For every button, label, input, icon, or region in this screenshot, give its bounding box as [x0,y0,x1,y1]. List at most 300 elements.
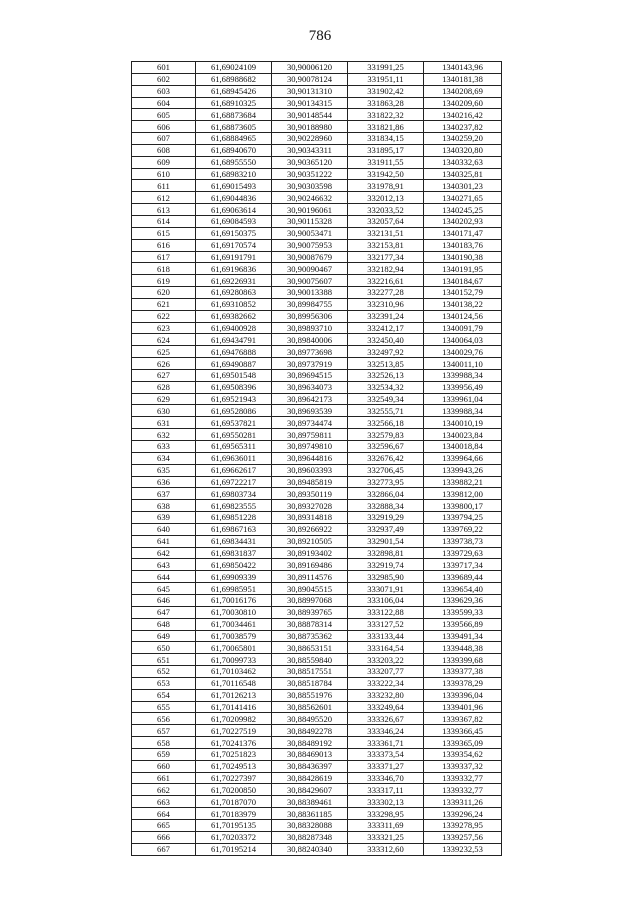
y-coordinate-cell: 1339396,04 [424,689,502,701]
table-row [132,772,502,784]
table-row [132,393,502,405]
table-row [132,820,502,832]
longitude-cell: 30,88562601 [272,701,348,713]
x-coordinate-cell: 333207,77 [348,666,424,678]
x-coordinate-cell: 331942,50 [348,168,424,180]
table-row [132,73,502,85]
x-coordinate-cell: 333312,60 [348,843,424,855]
coordinates-table-body [132,62,502,856]
y-coordinate-cell: 1340301,23 [424,180,502,192]
y-coordinate-cell: 1339943,26 [424,464,502,476]
x-coordinate-cell: 332057,64 [348,215,424,227]
latitude-cell: 61,69550281 [196,429,272,441]
point-number-cell: 634 [132,452,196,464]
x-coordinate-cell: 333326,67 [348,713,424,725]
x-coordinate-cell: 332277,28 [348,287,424,299]
latitude-cell: 61,69084593 [196,215,272,227]
longitude-cell: 30,90115328 [272,215,348,227]
table-row [132,583,502,595]
y-coordinate-cell: 1339812,00 [424,488,502,500]
x-coordinate-cell: 333346,70 [348,772,424,784]
longitude-cell: 30,89350119 [272,488,348,500]
table-row [132,654,502,666]
x-coordinate-cell: 332497,92 [348,346,424,358]
longitude-cell: 30,89314818 [272,512,348,524]
latitude-cell: 61,69508396 [196,381,272,393]
table-row [132,523,502,535]
x-coordinate-cell: 333373,54 [348,748,424,760]
latitude-cell: 61,70030810 [196,606,272,618]
longitude-cell: 30,90351222 [272,168,348,180]
y-coordinate-cell: 1339367,82 [424,713,502,725]
table-row [132,737,502,749]
x-coordinate-cell: 332182,94 [348,263,424,275]
latitude-cell: 61,69191791 [196,251,272,263]
longitude-cell: 30,90228960 [272,133,348,145]
x-coordinate-cell: 333298,95 [348,808,424,820]
point-number-cell: 618 [132,263,196,275]
latitude-cell: 61,68873605 [196,121,272,133]
y-coordinate-cell: 1340320,80 [424,144,502,156]
y-coordinate-cell: 1339629,36 [424,594,502,606]
y-coordinate-cell: 1339365,09 [424,737,502,749]
table-row [132,381,502,393]
point-number-cell: 615 [132,227,196,239]
longitude-cell: 30,90188980 [272,121,348,133]
y-coordinate-cell: 1340209,60 [424,97,502,109]
point-number-cell: 629 [132,393,196,405]
table-row [132,713,502,725]
table-row [132,121,502,133]
longitude-cell: 30,88997068 [272,594,348,606]
point-number-cell: 645 [132,583,196,595]
latitude-cell: 61,69565311 [196,441,272,453]
longitude-cell: 30,89737919 [272,358,348,370]
longitude-cell: 30,90365120 [272,156,348,168]
point-number-cell: 622 [132,310,196,322]
table-row [132,464,502,476]
table-row [132,358,502,370]
point-number-cell: 631 [132,417,196,429]
x-coordinate-cell: 332450,40 [348,334,424,346]
x-coordinate-cell: 332919,74 [348,559,424,571]
point-number-cell: 641 [132,535,196,547]
longitude-cell: 30,89485819 [272,476,348,488]
x-coordinate-cell: 332898,81 [348,547,424,559]
table-row [132,405,502,417]
y-coordinate-cell: 1340190,38 [424,251,502,263]
longitude-cell: 30,90075953 [272,239,348,251]
point-number-cell: 630 [132,405,196,417]
latitude-cell: 61,70241376 [196,737,272,749]
latitude-cell: 61,69434791 [196,334,272,346]
y-coordinate-cell: 1340018,84 [424,441,502,453]
point-number-cell: 614 [132,215,196,227]
y-coordinate-cell: 1339769,22 [424,523,502,535]
point-number-cell: 648 [132,618,196,630]
y-coordinate-cell: 1339599,33 [424,606,502,618]
latitude-cell: 61,68983210 [196,168,272,180]
point-number-cell: 665 [132,820,196,832]
point-number-cell: 607 [132,133,196,145]
table-row [132,263,502,275]
x-coordinate-cell: 333311,69 [348,820,424,832]
longitude-cell: 30,89193402 [272,547,348,559]
y-coordinate-cell: 1339988,34 [424,369,502,381]
longitude-cell: 30,89759811 [272,429,348,441]
longitude-cell: 30,88389461 [272,796,348,808]
latitude-cell: 61,69521943 [196,393,272,405]
y-coordinate-cell: 1340138,22 [424,298,502,310]
y-coordinate-cell: 1340271,65 [424,192,502,204]
point-number-cell: 637 [132,488,196,500]
point-number-cell: 638 [132,500,196,512]
longitude-cell: 30,88240340 [272,843,348,855]
longitude-cell: 30,90246632 [272,192,348,204]
latitude-cell: 61,69850422 [196,559,272,571]
coordinates-table [131,61,502,856]
latitude-cell: 61,69226931 [196,275,272,287]
latitude-cell: 61,69024109 [196,62,272,74]
longitude-cell: 30,90134315 [272,97,348,109]
latitude-cell: 61,68910325 [196,97,272,109]
y-coordinate-cell: 1340064,03 [424,334,502,346]
longitude-cell: 30,89603393 [272,464,348,476]
x-coordinate-cell: 331834,15 [348,133,424,145]
table-row [132,452,502,464]
y-coordinate-cell: 1340332,63 [424,156,502,168]
point-number-cell: 659 [132,748,196,760]
latitude-cell: 61,70249513 [196,760,272,772]
point-number-cell: 635 [132,464,196,476]
longitude-cell: 30,88287348 [272,831,348,843]
x-coordinate-cell: 333122,88 [348,606,424,618]
table-row [132,618,502,630]
x-coordinate-cell: 332549,34 [348,393,424,405]
y-coordinate-cell: 1339337,32 [424,760,502,772]
table-row [132,689,502,701]
x-coordinate-cell: 331902,42 [348,85,424,97]
longitude-cell: 30,90075607 [272,275,348,287]
x-coordinate-cell: 333203,22 [348,654,424,666]
point-number-cell: 605 [132,109,196,121]
longitude-cell: 30,90053471 [272,227,348,239]
point-number-cell: 611 [132,180,196,192]
longitude-cell: 30,89734474 [272,417,348,429]
latitude-cell: 61,69150375 [196,227,272,239]
latitude-cell: 61,70195214 [196,843,272,855]
x-coordinate-cell: 331978,91 [348,180,424,192]
table-row [132,760,502,772]
latitude-cell: 61,70116548 [196,677,272,689]
table-row [132,725,502,737]
x-coordinate-cell: 332566,18 [348,417,424,429]
y-coordinate-cell: 1340023,84 [424,429,502,441]
point-number-cell: 617 [132,251,196,263]
y-coordinate-cell: 1340011,10 [424,358,502,370]
latitude-cell: 61,70099733 [196,654,272,666]
y-coordinate-cell: 1340152,79 [424,287,502,299]
latitude-cell: 61,68955550 [196,156,272,168]
table-row [132,488,502,500]
y-coordinate-cell: 1340325,81 [424,168,502,180]
latitude-cell: 61,69851228 [196,512,272,524]
x-coordinate-cell: 332888,34 [348,500,424,512]
x-coordinate-cell: 331895,17 [348,144,424,156]
x-coordinate-cell: 333222,34 [348,677,424,689]
point-number-cell: 644 [132,571,196,583]
longitude-cell: 30,88489192 [272,737,348,749]
longitude-cell: 30,90090467 [272,263,348,275]
y-coordinate-cell: 1340208,69 [424,85,502,97]
x-coordinate-cell: 331951,11 [348,73,424,85]
x-coordinate-cell: 332153,81 [348,239,424,251]
x-coordinate-cell: 332131,51 [348,227,424,239]
point-number-cell: 660 [132,760,196,772]
x-coordinate-cell: 333106,04 [348,594,424,606]
latitude-cell: 61,70187070 [196,796,272,808]
table-row [132,630,502,642]
point-number-cell: 610 [132,168,196,180]
latitude-cell: 61,69196836 [196,263,272,275]
x-coordinate-cell: 333346,24 [348,725,424,737]
table-row [132,156,502,168]
y-coordinate-cell: 1339956,49 [424,381,502,393]
longitude-cell: 30,88517551 [272,666,348,678]
point-number-cell: 612 [132,192,196,204]
point-number-cell: 604 [132,97,196,109]
point-number-cell: 640 [132,523,196,535]
y-coordinate-cell: 1340191,95 [424,263,502,275]
y-coordinate-cell: 1340184,67 [424,275,502,287]
point-number-cell: 650 [132,642,196,654]
longitude-cell: 30,90006120 [272,62,348,74]
point-number-cell: 620 [132,287,196,299]
point-number-cell: 662 [132,784,196,796]
table-row [132,346,502,358]
y-coordinate-cell: 1340029,76 [424,346,502,358]
table-row [132,571,502,583]
point-number-cell: 654 [132,689,196,701]
point-number-cell: 657 [132,725,196,737]
y-coordinate-cell: 1339448,38 [424,642,502,654]
point-number-cell: 626 [132,358,196,370]
point-number-cell: 651 [132,654,196,666]
table-row [132,215,502,227]
longitude-cell: 30,90087679 [272,251,348,263]
x-coordinate-cell: 333071,91 [348,583,424,595]
point-number-cell: 646 [132,594,196,606]
table-row [132,109,502,121]
latitude-cell: 61,69831837 [196,547,272,559]
longitude-cell: 30,89693539 [272,405,348,417]
longitude-cell: 30,90078124 [272,73,348,85]
latitude-cell: 61,69803734 [196,488,272,500]
longitude-cell: 30,90148544 [272,109,348,121]
longitude-cell: 30,90196061 [272,204,348,216]
x-coordinate-cell: 332412,17 [348,322,424,334]
table-row [132,251,502,263]
latitude-cell: 61,69636011 [196,452,272,464]
table-row [132,784,502,796]
y-coordinate-cell: 1339491,34 [424,630,502,642]
table-row [132,796,502,808]
y-coordinate-cell: 1340202,93 [424,215,502,227]
latitude-cell: 61,70200850 [196,784,272,796]
point-number-cell: 655 [132,701,196,713]
x-coordinate-cell: 332216,61 [348,275,424,287]
longitude-cell: 30,89169486 [272,559,348,571]
longitude-cell: 30,89114576 [272,571,348,583]
longitude-cell: 30,89327028 [272,500,348,512]
latitude-cell: 61,69280863 [196,287,272,299]
y-coordinate-cell: 1340010,19 [424,417,502,429]
longitude-cell: 30,89642173 [272,393,348,405]
y-coordinate-cell: 1339882,21 [424,476,502,488]
table-row [132,417,502,429]
longitude-cell: 30,88361185 [272,808,348,820]
table-row [132,808,502,820]
point-number-cell: 658 [132,737,196,749]
latitude-cell: 61,70227397 [196,772,272,784]
x-coordinate-cell: 332706,45 [348,464,424,476]
point-number-cell: 643 [132,559,196,571]
table-row [132,606,502,618]
longitude-cell: 30,89644816 [272,452,348,464]
table-row [132,298,502,310]
point-number-cell: 621 [132,298,196,310]
point-number-cell: 639 [132,512,196,524]
y-coordinate-cell: 1340124,56 [424,310,502,322]
x-coordinate-cell: 333232,80 [348,689,424,701]
point-number-cell: 649 [132,630,196,642]
point-number-cell: 609 [132,156,196,168]
table-row [132,275,502,287]
point-number-cell: 636 [132,476,196,488]
coordinates-table-container [131,61,501,856]
x-coordinate-cell: 332033,52 [348,204,424,216]
table-row [132,62,502,74]
table-row [132,831,502,843]
longitude-cell: 30,89956306 [272,310,348,322]
x-coordinate-cell: 332177,34 [348,251,424,263]
table-row [132,168,502,180]
y-coordinate-cell: 1340183,76 [424,239,502,251]
x-coordinate-cell: 331821,86 [348,121,424,133]
y-coordinate-cell: 1339366,45 [424,725,502,737]
point-number-cell: 601 [132,62,196,74]
x-coordinate-cell: 333302,13 [348,796,424,808]
longitude-cell: 30,89694515 [272,369,348,381]
table-row [132,666,502,678]
y-coordinate-cell: 1339354,62 [424,748,502,760]
longitude-cell: 30,88518784 [272,677,348,689]
x-coordinate-cell: 332513,85 [348,358,424,370]
longitude-cell: 30,88492278 [272,725,348,737]
point-number-cell: 661 [132,772,196,784]
y-coordinate-cell: 1339738,73 [424,535,502,547]
table-row [132,476,502,488]
y-coordinate-cell: 1340181,38 [424,73,502,85]
x-coordinate-cell: 332901,54 [348,535,424,547]
longitude-cell: 30,89266922 [272,523,348,535]
y-coordinate-cell: 1339964,66 [424,452,502,464]
x-coordinate-cell: 332555,71 [348,405,424,417]
x-coordinate-cell: 333164,54 [348,642,424,654]
latitude-cell: 61,70034461 [196,618,272,630]
point-number-cell: 602 [132,73,196,85]
longitude-cell: 30,88328088 [272,820,348,832]
latitude-cell: 61,70227519 [196,725,272,737]
y-coordinate-cell: 1340237,82 [424,121,502,133]
y-coordinate-cell: 1339332,77 [424,772,502,784]
latitude-cell: 61,69722217 [196,476,272,488]
latitude-cell: 61,68873684 [196,109,272,121]
latitude-cell: 61,69170574 [196,239,272,251]
latitude-cell: 61,69063614 [196,204,272,216]
table-row [132,369,502,381]
point-number-cell: 647 [132,606,196,618]
point-number-cell: 608 [132,144,196,156]
longitude-cell: 30,90343311 [272,144,348,156]
y-coordinate-cell: 1339401,96 [424,701,502,713]
x-coordinate-cell: 333127,52 [348,618,424,630]
point-number-cell: 616 [132,239,196,251]
latitude-cell: 61,69662617 [196,464,272,476]
latitude-cell: 61,70016176 [196,594,272,606]
latitude-cell: 61,69823555 [196,500,272,512]
table-row [132,192,502,204]
x-coordinate-cell: 332012,13 [348,192,424,204]
x-coordinate-cell: 332919,29 [348,512,424,524]
table-row [132,322,502,334]
point-number-cell: 664 [132,808,196,820]
table-row [132,500,502,512]
latitude-cell: 61,68940670 [196,144,272,156]
longitude-cell: 30,88495520 [272,713,348,725]
table-row [132,441,502,453]
latitude-cell: 61,69867163 [196,523,272,535]
y-coordinate-cell: 1339654,40 [424,583,502,595]
longitude-cell: 30,89984755 [272,298,348,310]
y-coordinate-cell: 1339399,68 [424,654,502,666]
point-number-cell: 632 [132,429,196,441]
y-coordinate-cell: 1339729,63 [424,547,502,559]
table-row [132,85,502,97]
y-coordinate-cell: 1339800,17 [424,500,502,512]
y-coordinate-cell: 1340091,79 [424,322,502,334]
latitude-cell: 61,70209982 [196,713,272,725]
x-coordinate-cell: 332676,42 [348,452,424,464]
table-row [132,642,502,654]
y-coordinate-cell: 1339961,04 [424,393,502,405]
x-coordinate-cell: 333371,27 [348,760,424,772]
x-coordinate-cell: 332773,95 [348,476,424,488]
longitude-cell: 30,90131310 [272,85,348,97]
latitude-cell: 61,70183979 [196,808,272,820]
table-row [132,512,502,524]
page-number: 786 [308,28,332,44]
latitude-cell: 61,69310852 [196,298,272,310]
y-coordinate-cell: 1339257,56 [424,831,502,843]
longitude-cell: 30,89045515 [272,583,348,595]
longitude-cell: 30,89210505 [272,535,348,547]
table-row [132,429,502,441]
table-row [132,701,502,713]
latitude-cell: 61,70141416 [196,701,272,713]
x-coordinate-cell: 332985,90 [348,571,424,583]
longitude-cell: 30,88878314 [272,618,348,630]
